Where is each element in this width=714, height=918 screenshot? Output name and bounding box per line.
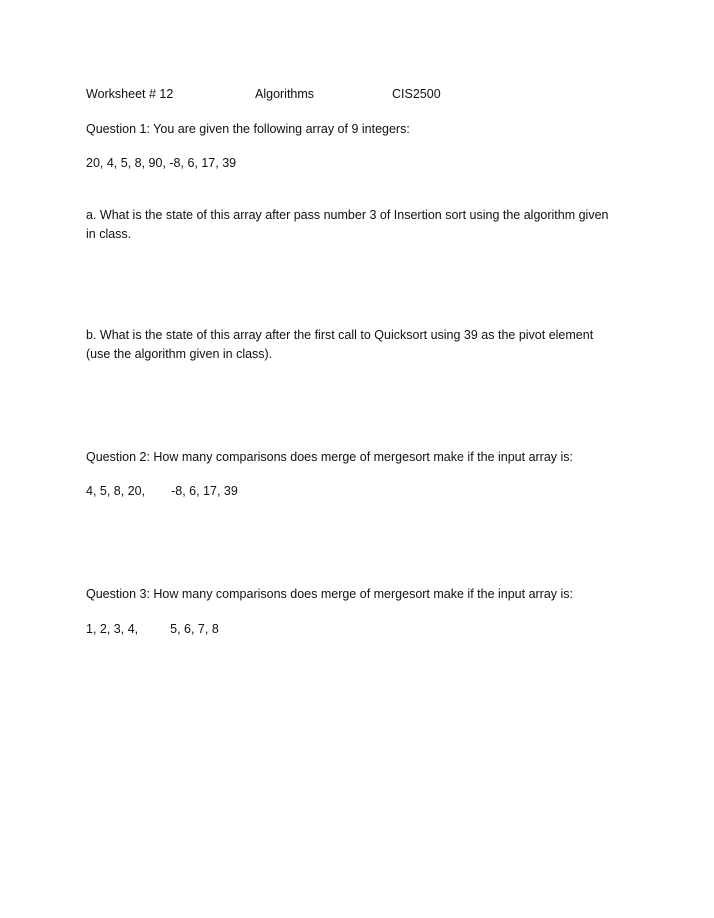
worksheet-number: Worksheet # 12 bbox=[86, 87, 174, 101]
question-2-array bbox=[86, 483, 238, 499]
question-3-left-half: 1, 2, 3, 4, bbox=[86, 622, 139, 636]
question-1b-line-1: b. What is the state of this array after the first call to Quicksort using 39 as the pivot element bbox=[86, 328, 594, 342]
question-1-array: 20, 4, 5, 8, 90, -8, 6, 17, 39 bbox=[86, 156, 237, 170]
question-3-array bbox=[86, 621, 219, 637]
course-code: CIS2500 bbox=[392, 87, 441, 101]
question-1-prompt: Question 1: You are given the following array of 9 integers: bbox=[86, 122, 410, 136]
question-2-prompt: Question 2: How many comparisons does merge of mergesort make if the input array is: bbox=[86, 450, 574, 464]
question-3-right-half: 5, 6, 7, 8 bbox=[170, 622, 219, 636]
worksheet-subject: Algorithms bbox=[255, 87, 315, 101]
question-3-prompt: Question 3: How many comparisons does merge of mergesort make if the input array is: bbox=[86, 587, 574, 601]
question-2-right-half: -8, 6, 17, 39 bbox=[171, 484, 238, 498]
question-1a-line-1: a. What is the state of this array after pass number 3 of Insertion sort using the algorithm given bbox=[86, 208, 609, 222]
question-1a-line-2: in class. bbox=[86, 227, 132, 241]
question-2-left-half: 4, 5, 8, 20, bbox=[86, 484, 146, 498]
question-1b-line-2: (use the algorithm given in class). bbox=[86, 347, 273, 361]
